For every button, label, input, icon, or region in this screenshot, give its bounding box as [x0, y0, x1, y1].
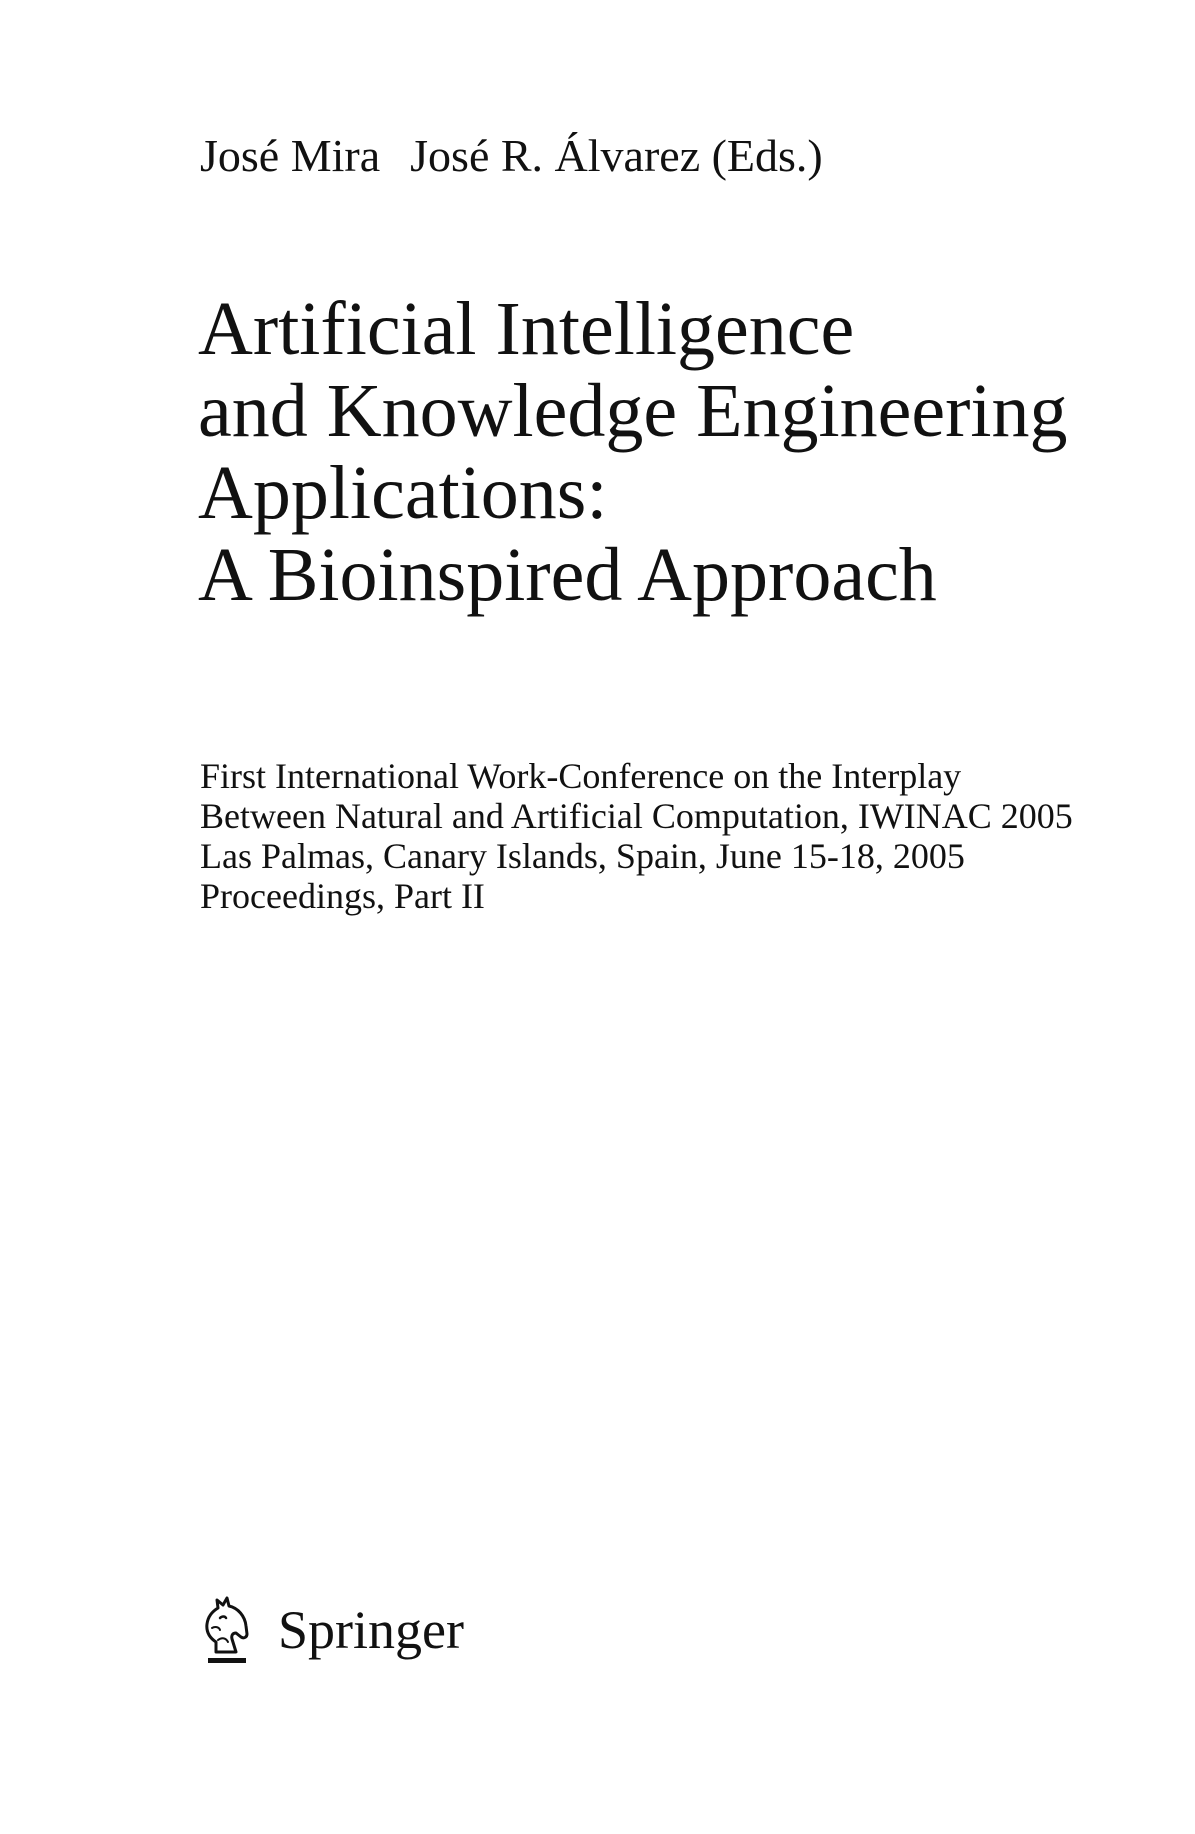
editor-name-1: José Mira [200, 130, 381, 181]
publisher-name: Springer [278, 1600, 464, 1660]
editors-line [200, 128, 823, 184]
title-line-4: A Bioinspired Approach [198, 533, 937, 617]
book-title [198, 288, 1068, 616]
subtitle-line-2: Between Natural and Artificial Computation, IWINAC 2005 [200, 796, 1073, 836]
title-line-3: Applications: [198, 451, 608, 535]
subtitle-line-1: First International Work-Conference on the Interplay [200, 756, 962, 796]
publisher-imprint [198, 1590, 464, 1670]
subtitle-line-4: Proceedings, Part II [200, 876, 485, 916]
conference-info [200, 756, 1073, 916]
title-line-1: Artificial Intelligence [198, 287, 855, 371]
editor-name-2: José R. Álvarez (Eds.) [410, 130, 823, 181]
title-line-2: and Knowledge Engineering [198, 369, 1068, 453]
springer-horse-logo-icon [198, 1592, 256, 1668]
subtitle-line-3: Las Palmas, Canary Islands, Spain, June 15-18, 2005 [200, 836, 965, 876]
